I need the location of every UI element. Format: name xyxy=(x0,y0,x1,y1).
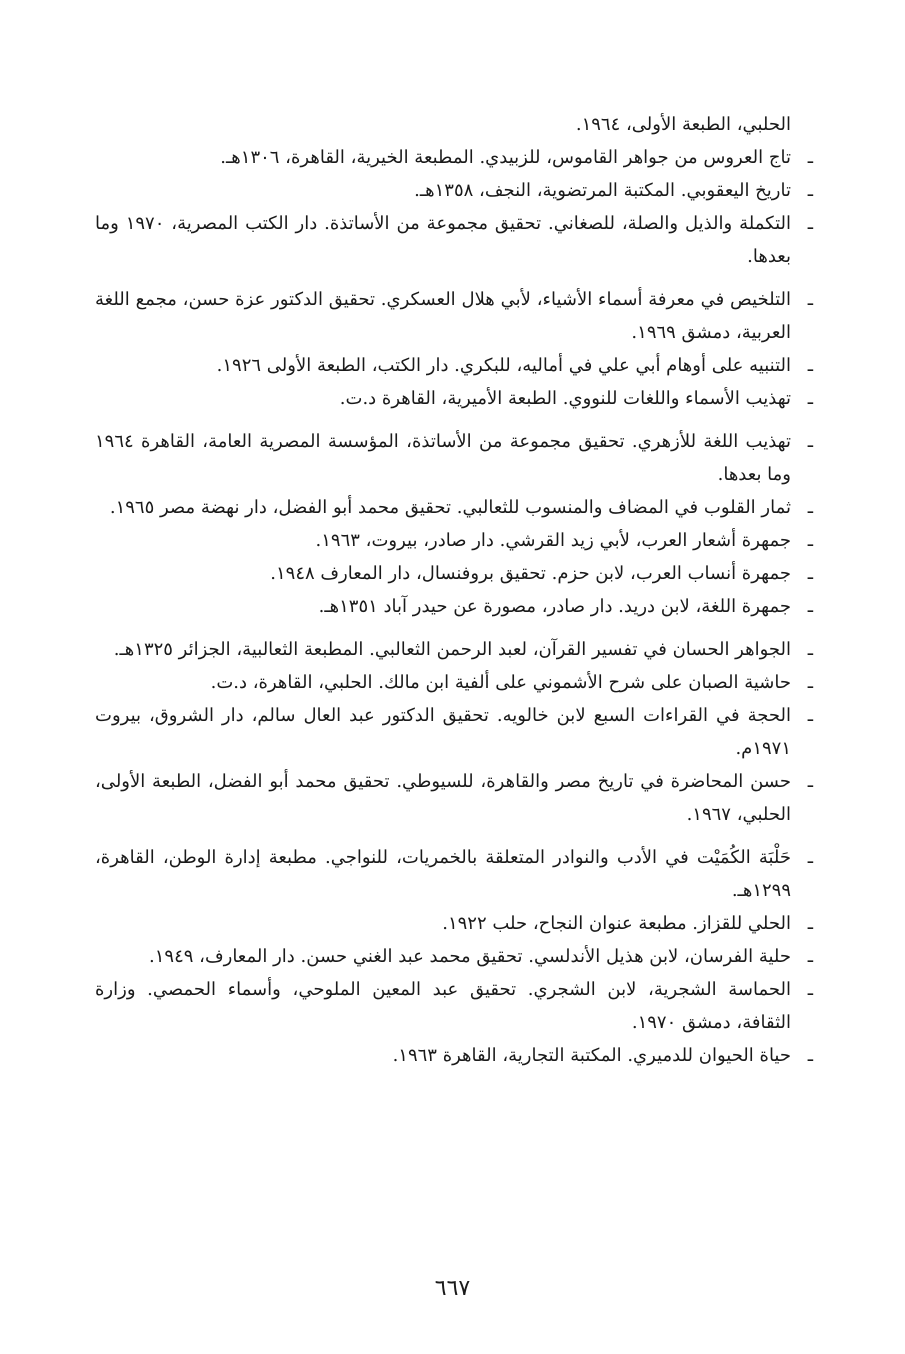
bibliography-entry: ـ ثمار القلوب في المضاف والمنسوب للثعالبي. تحقيق محمد أبو الفضل، دار نهضة مصر ١٩٦٥. xyxy=(109,497,813,518)
bibliography-entry: ـ حياة الحيوان للدميري. المكتبة التجارية، القاهرة ١٩٦٣. xyxy=(392,1045,813,1066)
bibliography-entry: ـ حاشية الصبان على شرح الأشموني على ألفية ابن مالك. الحلبي، القاهرة، د.ت. xyxy=(210,672,813,693)
bibliography-entry: ـ الحماسة الشجرية، لابن الشجري. تحقيق عبد المعين الملوحي، وأسماء الحمصي. وزارة الثقافة، دمشق ١٩٧٠. xyxy=(95,979,813,1033)
bibliography-entry: ـ جمهرة أنساب العرب، لابن حزم. تحقيق بروفنسال، دار المعارف ١٩٤٨. xyxy=(270,563,813,584)
page-number: ٦٦٧ xyxy=(434,1276,471,1301)
bibliography-entry: ـ الحلي للقزاز. مطبعة عنوان النجاح، حلب ١٩٢٢. xyxy=(442,913,813,934)
bibliography-entry: ـ التكملة والذيل والصلة، للصغاني. تحقيق مجموعة من الأساتذة. دار الكتب المصرية، ١٩٧٠ وما بعدها. xyxy=(95,213,813,267)
bibliography-entry: ـ جمهرة أشعار العرب، لأبي زيد القرشي. دار صادر، بيروت، ١٩٦٣. xyxy=(315,530,813,551)
bibliography-entry: ـ الحجة في القراءات السبع لابن خالويه. تحقيق الدكتور عبد العال سالم، دار الشروق، بيروت ١٩٧١م. xyxy=(95,705,813,759)
bibliography-entry: ـ التلخيص في معرفة أسماء الأشياء، لأبي هلال العسكري. تحقيق الدكتور عزة حسن، مجمع اللغة العربية، دمشق ١٩٦٩. xyxy=(95,289,813,343)
bibliography-entry: ـ حسن المحاضرة في تاريخ مصر والقاهرة، للسيوطي. تحقيق محمد أبو الفضل، الطبعة الأولى، الحلبي، ١٩٦٧. xyxy=(95,771,813,825)
bibliography-entry: ـ الجواهر الحسان في تفسير القرآن، لعبد الرحمن الثعالبي. المطبعة الثعالبية، الجزائر ١٣٢٥هـ. xyxy=(113,639,813,660)
bibliography-entry: ـ جمهرة اللغة، لابن دريد. دار صادر، مصورة عن حيدر آباد ١٣٥١هـ. xyxy=(318,596,813,617)
bibliography-entry: ـ التنبيه على أوهام أبي علي في أماليه، للبكري. دار الكتب، الطبعة الأولى ١٩٢٦. xyxy=(216,355,813,376)
bibliography-entry: ـ تاريخ اليعقوبي. المكتبة المرتضوية، النجف، ١٣٥٨هـ. xyxy=(414,180,813,201)
bibliography-entry: ـ حلية الفرسان، لابن هذيل الأندلسي. تحقيق محمد عبد الغني حسن. دار المعارف، ١٩٤٩. xyxy=(149,946,813,967)
bibliography-list xyxy=(95,108,813,1072)
bibliography-entry: ـ حَلْبَة الكُمَيْت في الأدب والنوادر المتعلقة بالخمريات، للنواجي. مطبعة إدارة الوطن، القاهرة، ١٢٩٩هـ. xyxy=(95,847,813,901)
bibliography-entry: ـ تاج العروس من جواهر القاموس، للزبيدي. المطبعة الخيرية، القاهرة، ١٣٠٦هـ. xyxy=(220,147,813,168)
bibliography-entry: ـ تهذيب الأسماء واللغات للنووي. الطبعة الأميرية، القاهرة د.ت. xyxy=(339,388,813,409)
bibliography-entry: ـ تهذيب اللغة للأزهري. تحقيق مجموعة من الأساتذة، المؤسسة المصرية العامة، القاهرة ١٩٦٤ وما بعدها. xyxy=(95,431,813,485)
continued-entry-text: الحلبي، الطبعة الأولى، ١٩٦٤. xyxy=(575,114,791,135)
